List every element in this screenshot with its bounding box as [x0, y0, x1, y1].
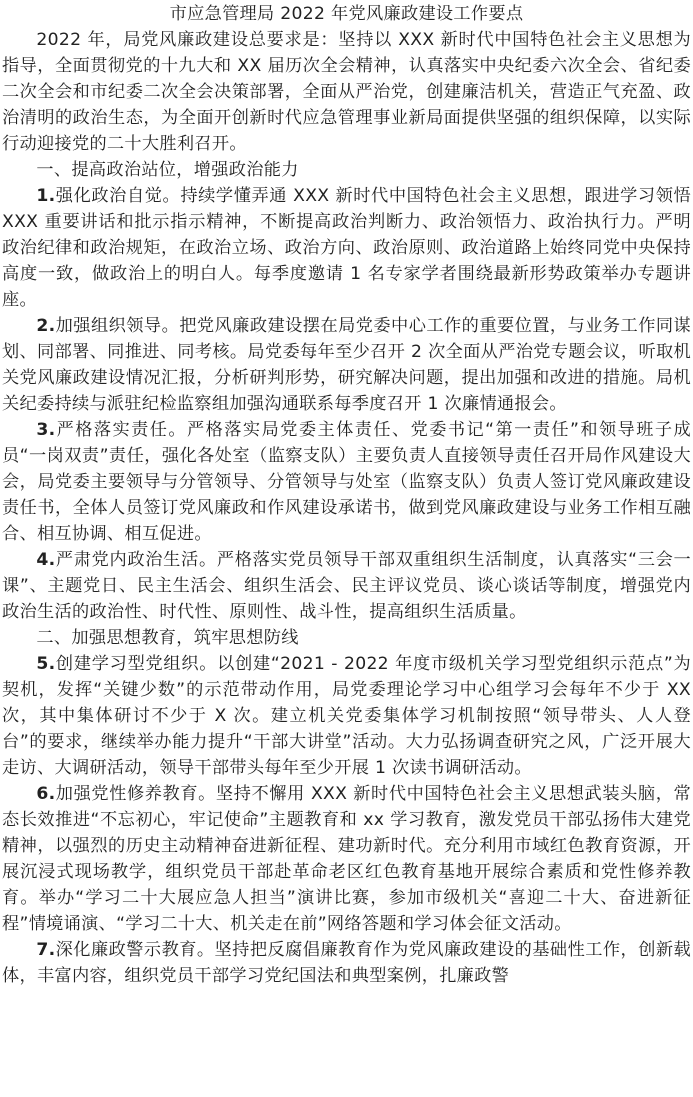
section-ideological-education: [2, 625, 691, 989]
intro-paragraph: 2022 年，局党风廉政建设总要求是：坚持以 XXX 新时代中国特色社会主义思想为指导，全面贯彻党的十九大和 XX 届历次全会精神，认真落实中央纪委六次全会、省纪委二次全会和市纪委二次全会决策部署，全面从严治党，创建廉洁机关，营造正气充盈、政治清明的政治生态，为全面开创新时代应急管理事业新局面提供坚强的组织保障，以实际行动迎接党的二十大胜利召开。: [2, 30, 691, 154]
section-political-stance: [2, 157, 691, 625]
item-text: 强化政治自觉。持续学懂弄通 XXX 新时代中国特色社会主义思想，跟进学习领悟 XXX 重要讲话和批示指示精神，不断提高政治判断力、政治领悟力、政治执行力。严明政治纪律和政治规矩，在政治立场、政治方向、政治原则、政治道路上始终同党中央保持高度一致，做政治上的明白人。每季度邀请 1 名专家学者围绕最新形势政策举办专题讲座。: [2, 186, 691, 310]
item-number: 5.: [36, 654, 56, 674]
item-text: 创建学习型党组织。以创建“2021 - 2022 年度市级机关学习型党组织示范点”为契机，发挥“关键少数”的示范带动作用，局党委理论学习中心组学习会每年不少于 XX 次，其中集体研讨不少于 X 次。建立机关党委集体学习机制按照“领导带头、人人登台”的要求，继续举办能力提升“干部大讲堂”活动。大力弘扬调查研究之风，广泛开展大走访、大调研活动，领导干部带头每年至少开展 1 次读书调研活动。: [2, 654, 691, 778]
item-number: 7.: [36, 940, 56, 960]
item-number: 1.: [36, 186, 56, 206]
list-item: [2, 937, 691, 989]
item-number: 3.: [36, 420, 56, 440]
item-number: 4.: [36, 550, 56, 570]
item-number: 2.: [36, 316, 56, 336]
document-body: [2, 0, 691, 989]
section-heading: 二、加强思想教育，筑牢思想防线: [36, 628, 299, 648]
item-text: 深化廉政警示教育。坚持把反腐倡廉教育作为党风廉政建设的基础性工作，创新载体，丰富内容，组织党员干部学习党纪国法和典型案例，扎廉政警: [2, 940, 691, 986]
list-item: [2, 183, 691, 313]
list-item: [2, 313, 691, 417]
document-title: 市应急管理局 2022 年党风廉政建设工作要点: [169, 4, 524, 24]
section-heading: 一、提高政治站位，增强政治能力: [36, 160, 299, 180]
list-item: [2, 417, 691, 547]
list-item: [2, 781, 691, 937]
item-number: 6.: [36, 784, 56, 804]
item-text: 严格落实责任。严格落实局党委主体责任、党委书记“第一责任”和领导班子成员“一岗双责”责任，强化各处室（监察支队）主要负责人直接领导责任召开局作风建设大会，局党委主要领导与分管领导、分管领导与处室（监察支队）负责人签订党风廉政建设责任书，全体人员签订党风廉政和作风建设承诺书，做到党风廉政建设与业务工作相互融合、相互协调、相互促进。: [2, 420, 691, 544]
item-text: 严肃党内政治生活。严格落实党员领导干部双重组织生活制度，认真落实“三会一课”、主题党日、民主生活会、组织生活会、民主评议党员、谈心谈话等制度，增强党内政治生活的政治性、时代性、原则性、战斗性，提高组织生活质量。: [2, 550, 691, 622]
item-text: 加强组织领导。把党风廉政建设摆在局党委中心工作的重要位置，与业务工作同谋划、同部署、同推进、同考核。局党委每年至少召开 2 次全面从严治党专题会议，听取机关党风廉政建设情况汇报，分析研判形势，研究解决问题，提出加强和改进的措施。局机关纪委持续与派驻纪检监察组加强沟通联系每季度召开 1 次廉情通报会。: [2, 316, 691, 414]
item-text: 加强党性修养教育。坚持不懈用 XXX 新时代中国特色社会主义思想武装头脑，常态长效推进“不忘初心，牢记使命”主题教育和 xx 学习教育，激发党员干部弘扬伟大建党精神，以强烈的历史主动精神奋进新征程、建功新时代。充分利用市域红色教育资源，开展沉浸式现场教学，组织党员干部赴革命老区红色教育基地开展综合素质和党性修养教育。举办“学习二十大展应急人担当”演讲比赛，参加市级机关“喜迎二十大、奋进新征程”情境诵演、“学习二十大、机关走在前”网络答题和学习体会征文活动。: [2, 784, 691, 934]
list-item: [2, 547, 691, 625]
list-item: [2, 651, 691, 781]
